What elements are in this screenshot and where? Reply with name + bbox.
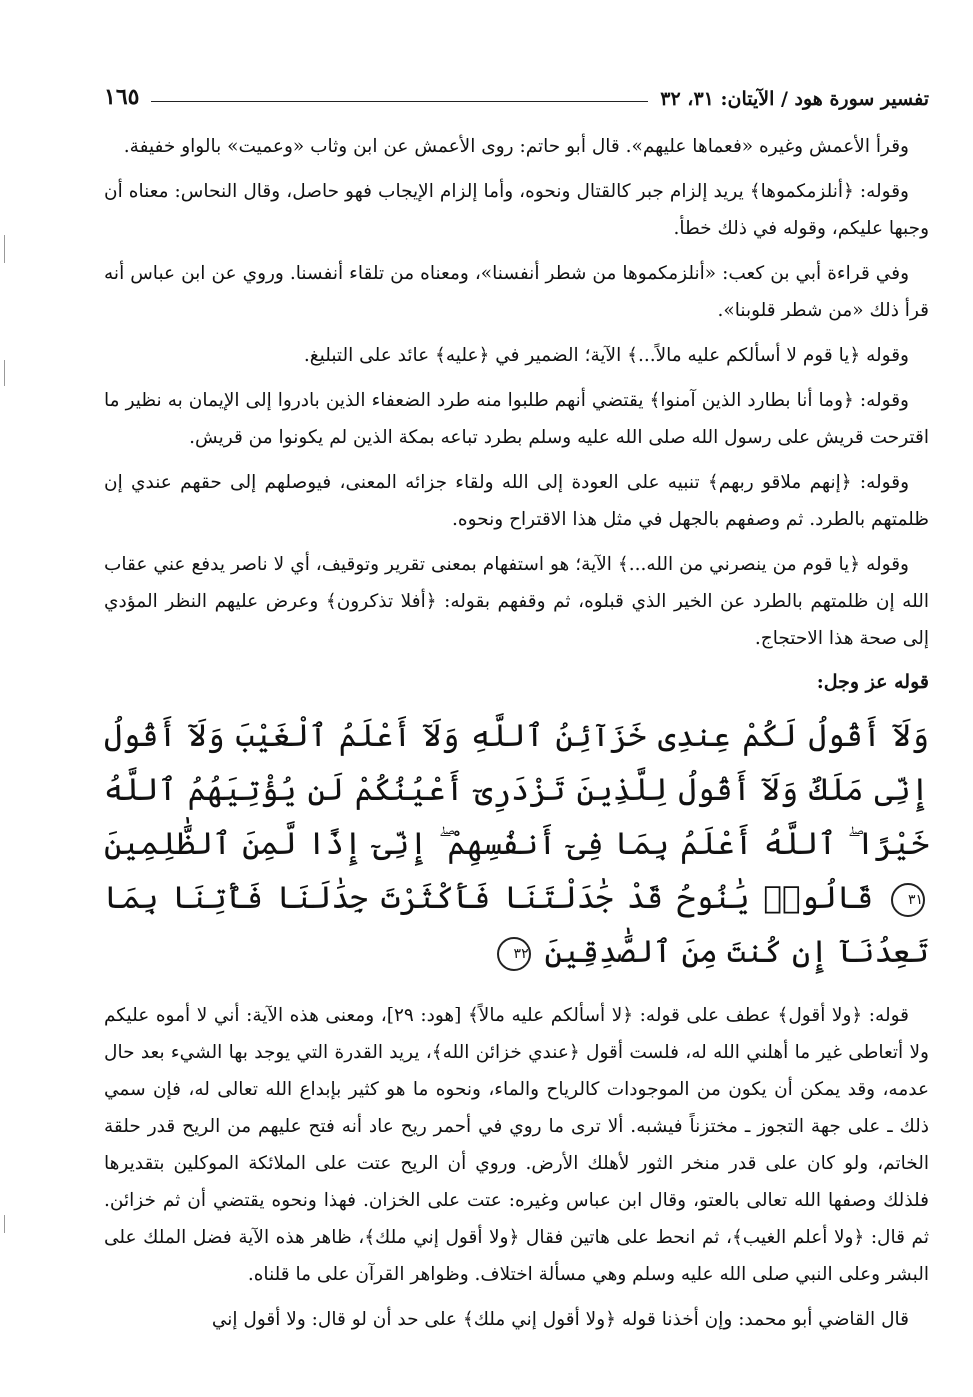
paragraph: وفي قراءة أبي بن كعب: «أنلزمكموها من شطر أنفسنا»، ومعناه من تلقاء أنفسنا. وروي عن ابن عباس أنه قرأ ذلك «من شطر قلوبنا». <box>104 263 929 321</box>
margin-mark <box>4 235 5 263</box>
paragraph: وقوله ﴿يا قوم من ينصرني من الله...﴾ الآية؛ هو استفهام بمعنى تقرير وتوقيف، أي لا ناصر يدفع عني عقاب الله إن ظلمتهم بالطرد عن الخير الذي قبلوه، ثم وقفهم بقوله: ﴿أفلا تذكرون﴾ وعرض عليهم النظر المؤدي إلى صحة هذا الاحتجاج. <box>104 554 929 649</box>
ayah-number-icon: ٣٢ <box>497 937 531 971</box>
ayah-text: قَالُوا۟ يَٰنُوحُ قَدْ جَٰدَلْتَنَا فَأَكْثَرْتَ جِدَٰلَنَا فَأْتِنَا بِمَا تَعِدُنَآ إِن كُنتَ مِنَ ٱلصَّٰدِقِينَ <box>104 880 929 970</box>
paragraph: وقوله ﴿يا قوم لا أسألكم عليه مالاً...﴾ الآية؛ الضمير في ﴿عليه﴾ عائد على التبليغ. <box>303 345 909 366</box>
page-number: ١٦٥ <box>104 84 140 110</box>
quran-verses <box>104 709 929 979</box>
paragraph: وقرأ الأعمش وغيره «فعماها عليهم». قال أبو حاتم: روى الأعمش عن ابن وثاب «وعميت» بالواو خفيفة. <box>123 136 909 157</box>
section-label: قوله عز وجل: <box>816 671 929 693</box>
paragraph: وقوله: ﴿إنهم ملاقو ربهم﴾ تنبيه على العودة إلى الله ولقاء جزائه المعنى، فيوصلهم إلى حقهم عندي إن ظلمتهم بالطرد. ثم وصفهم بالجهل في مثل هذا الاقتراح ونحوه. <box>104 472 929 530</box>
margin-mark <box>4 360 5 386</box>
paragraph: قوله: ﴿ولا أقول﴾ عطف على قوله: ﴿لا أسألكم عليه مالاً﴾ [هود: ٢٩]، ومعنى هذه الآية: أني لا أموه عليكم ولا أتعاطى غير ما أهلني الله له، فلست أقول ﴿عندي خزائن الله﴾، يريد القدرة التي يوجد بها الشيء بعد حال عدمه، وقد يمكن أن يكون من الموجودات كالرياح والماء، ونحوه ما هو كثير بإبداع الله تعالى له، فإن سمي ذلك ـ على جهة التجوز ـ مختزناً فيشبه. ألا ترى ما روي في أحمر ريح عاد أنه فتح عليهم من الريح قدر حلقة الخاتم، ولو كان على قدر منخر الثور لأهلك الأرض. وروي أن الريح عتت على الملائكة الموكلين بتقديرها فلذلك وصفها الله تعالى بالعتو، وقال ابن عباس وغيره: عتت على الخزان. فهذا ونحوه يقتضي أن ثم خزائن. ثم قال: ﴿ولا أعلم الغيب﴾، ثم انحط على هاتين فقال ﴿ولا أقول إني ملك﴾، ظاهر هذه الآية فضل الملك على البشر وعلى النبي صلى الله عليه وسلم وهي مسألة اختلاف. وظواهر القرآن على ما قلناه. <box>104 1005 929 1285</box>
ayah-number-icon: ٣١ <box>891 883 925 917</box>
running-title: تفسير سورة هود / الآيتان: ٣١، ٣٢ <box>660 88 929 110</box>
paragraph: قال القاضي أبو محمد: وإن أخذنا قوله ﴿ولا أقول إني ملك﴾ على حد أن لو قال: ولا أقول إني <box>211 1309 909 1330</box>
ayah-text: وَلَآ أَقُولُ لَكُمْ عِندِى خَزَآئِنُ ٱللَّهِ وَلَآ أَعْلَمُ ٱلْغَيْبَ وَلَآ أَقُولُ إِنِّى مَلَكٌ وَلَآ أَقُولُ لِلَّذِينَ تَزْدَرِىٓ أَعْيُنُكُمْ لَن يُؤْتِيَهُمُ ٱللَّهُ خَيْرًا ۖ ٱللَّهُ أَعْلَمُ بِمَا فِىٓ أَنفُسِهِمْ ۖ إِنِّىٓ إِذًا لَّمِنَ ٱلظَّٰلِمِينَ <box>104 718 929 862</box>
page-header <box>104 72 929 110</box>
header-rule <box>151 101 648 102</box>
paragraph: وقوله: ﴿أنلزمكموها﴾ يريد إلزام جبر كالقتال ونحوه، وأما إلزام الإيجاب فهو حاصل، وقال النحاس: معناه أن وجبها عليكم، وقوله في ذلك خطأ. <box>104 181 929 239</box>
margin-mark <box>4 1215 5 1233</box>
paragraph: وقوله: ﴿وما أنا بطارد الذين آمنوا﴾ يقتضي أنهم طلبوا منه طرد الضعفاء الذين بادروا إلى الإيمان به نظير ما اقترحت قريش على رسول الله صلى الله عليه وسلم بطرد تباعه بمكة الذين لم يكونوا من قريش. <box>104 390 929 448</box>
